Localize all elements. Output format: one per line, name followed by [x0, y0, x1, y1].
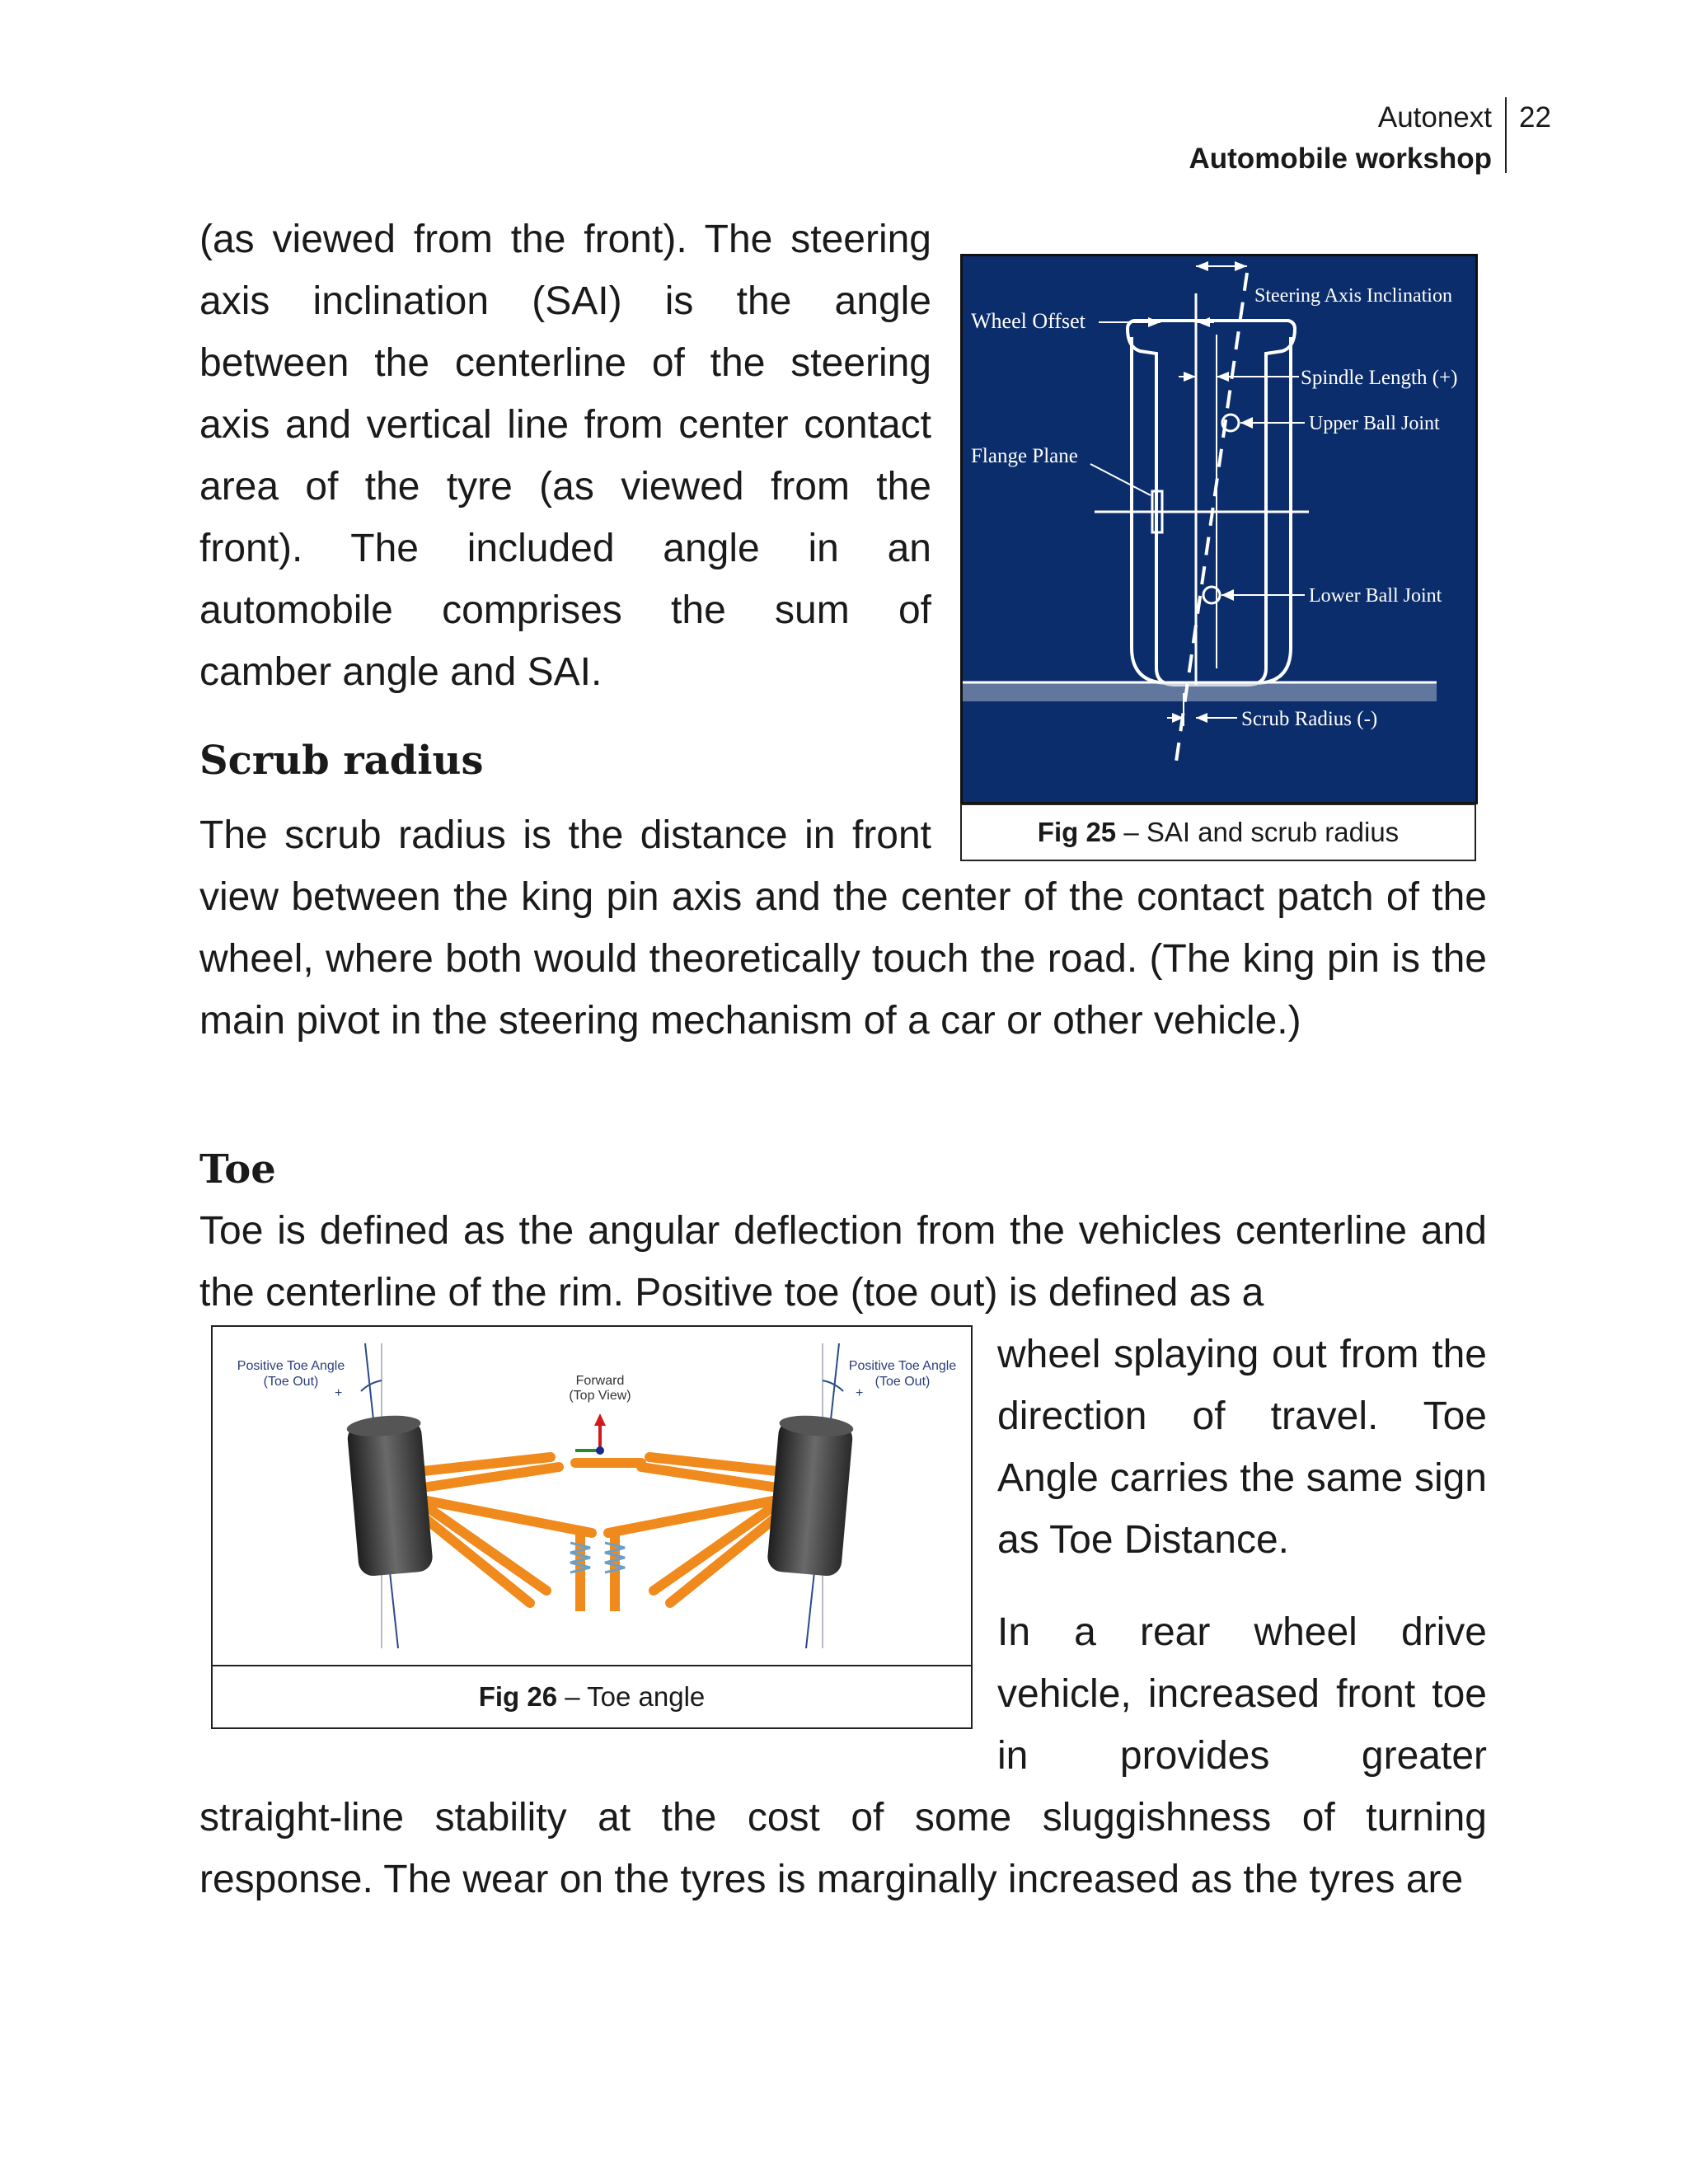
label-right-toe-title: Positive Toe Angle [848, 1359, 957, 1373]
label-left-toe-title: Positive Toe Angle [237, 1359, 345, 1373]
figure-26-caption-text: – Toe angle [557, 1681, 706, 1712]
forward-arrow-head [594, 1413, 606, 1426]
paragraph-toe-definition: Toe is defined as the angular deflection from the vehicles centerline and the centerline of the rim. Positive toe (toe out) is defined as a [199, 1209, 1487, 1315]
label-left-plus: + [335, 1386, 343, 1400]
left-tyre [346, 1413, 434, 1577]
sai-arrow-right [1235, 261, 1247, 271]
header-title: Autonext [1377, 101, 1492, 134]
lower-ball-joint-arrow [1221, 589, 1234, 601]
paragraph-scrub-radius: view between the king pin axis and the center of the contact patch of the wheel, where both would theoretically touch the road. (The king pin is the main pivot in the steering mechanism of a car or other vehicle.) [199, 875, 1487, 1043]
wheel-offset-arrow-a [1148, 317, 1160, 327]
left-toe-arrow [361, 1380, 382, 1391]
spindle-arrow-b [1217, 372, 1229, 382]
heading-scrub-radius: Scrub radius [199, 738, 484, 784]
figure-26-caption [211, 1665, 973, 1729]
text-line: area of the tyre (as viewed from the [199, 465, 931, 509]
right-tyre [767, 1413, 854, 1577]
paragraph-scrub-first-line: The scrub radius is the distance in front [199, 813, 931, 857]
paragraph-toe-wheel-splay: wheel splaying out from the direction of travel. Toe Angle carries the same sign as Toe Distance. [997, 1333, 1487, 1562]
flange-leader [1090, 464, 1151, 495]
label-right-toe-sub: (Toe Out) [874, 1375, 931, 1389]
spindle-arrow-a [1184, 372, 1196, 382]
label-wheel-offset: Wheel Offset [971, 309, 1085, 333]
figure-25-caption-label: Fig 25 [1037, 817, 1117, 847]
figure-25-caption [960, 804, 1476, 861]
text-line: automobile comprises the sum of [199, 588, 931, 632]
label-lower-ball-joint: Lower Ball Joint [1309, 585, 1442, 607]
suspension-arms [423, 1457, 777, 1603]
header-divider [1505, 97, 1507, 173]
text-line: front). The included angle in an [199, 527, 931, 570]
scrub-arrow-b [1196, 713, 1207, 723]
text-line: camber angle and SAI. [199, 650, 603, 694]
paragraph-straight-line-stability: straight-line stability at the cost of some sluggishness of turning response. The wear on the tyres is marginally increased as the tyres are [199, 1796, 1487, 1901]
page-header [1189, 97, 1493, 180]
label-upper-ball-joint: Upper Ball Joint [1309, 413, 1440, 434]
label-forward: Forward [575, 1374, 625, 1388]
page-number: 22 [1519, 101, 1551, 134]
label-left-toe-sub: (Toe Out) [263, 1375, 319, 1389]
figure-toe-angle [211, 1325, 973, 1666]
label-spindle-length: Spindle Length (+) [1301, 367, 1458, 389]
figure-sai-scrub-radius [960, 254, 1478, 804]
figure-25-caption-text: – SAI and scrub radius [1116, 817, 1400, 847]
header-subtitle: Automobile workshop [1189, 143, 1492, 175]
figure-26-caption-label: Fig 26 [478, 1681, 558, 1712]
paragraph-rear-wheel-drive: In a rear wheel drive vehicle, increased front toe in provides greater [997, 1610, 1487, 1778]
text-line: axis and vertical line from center contact [199, 403, 931, 447]
wheel-offset-arrow-b [1198, 317, 1210, 327]
origin-dot [596, 1446, 604, 1455]
label-steering-axis: Steering Axis Inclination [1254, 285, 1452, 307]
label-top-view: (Top View) [569, 1389, 631, 1403]
text-line: between the centerline of the steering [199, 341, 931, 385]
right-toe-arrow [823, 1380, 843, 1391]
paragraph-sai [199, 209, 931, 703]
label-flange-plane: Flange Plane [971, 445, 1078, 467]
sai-diagram [963, 256, 1478, 804]
label-right-plus: + [856, 1386, 864, 1400]
text-line: axis inclination (SAI) is the angle [199, 279, 931, 323]
text-line: (as viewed from the front). The steering [199, 218, 931, 261]
sai-arrow-left [1196, 261, 1208, 271]
toe-angle-diagram [213, 1327, 971, 1665]
heading-toe: Toe [199, 1146, 276, 1193]
upper-ball-joint-arrow [1240, 417, 1253, 429]
ground-band [963, 682, 1437, 701]
label-scrub-radius: Scrub Radius (-) [1241, 708, 1378, 730]
